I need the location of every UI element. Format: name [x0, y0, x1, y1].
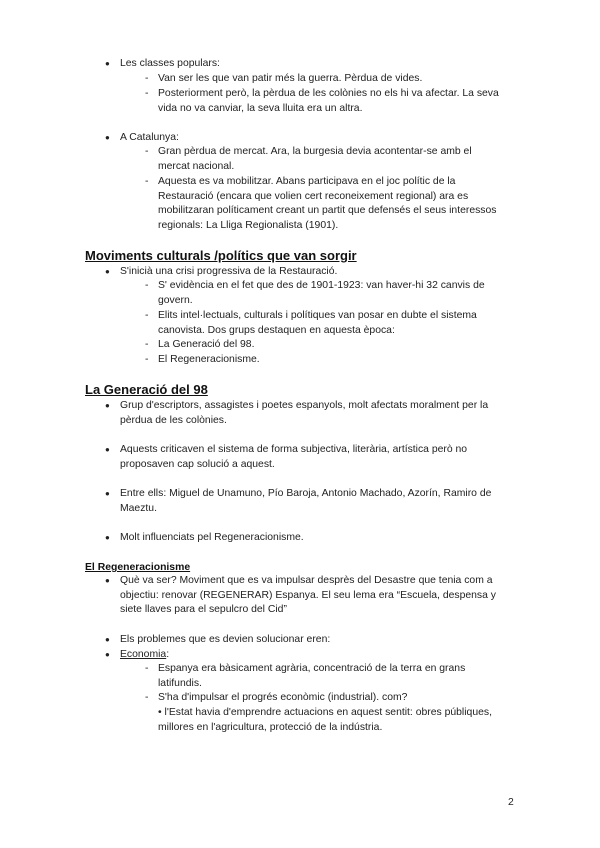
- sub-item-text: S' evidència en el fet que des de 1901-1923: van haver-hi 32 canvis de govern.: [158, 280, 485, 306]
- bullet-item: [105, 443, 505, 472]
- economia-label: Economia: [120, 649, 167, 660]
- dash-icon: -: [145, 73, 149, 84]
- bullet-item: [105, 648, 505, 663]
- sub-item-text: El Regeneracionisme.: [158, 354, 260, 365]
- sub-item: [145, 279, 513, 308]
- dash-icon: -: [145, 339, 149, 350]
- bullet-icon: ●: [105, 267, 110, 276]
- sub-item-text: Van ser les que van patir més la guerra. Pèrdua de vides.: [158, 73, 423, 84]
- sub-note: [158, 706, 503, 735]
- sub-item: [145, 87, 503, 116]
- bullet-text: [105, 648, 505, 663]
- dash-icon: -: [145, 280, 149, 291]
- bullet-item: [105, 265, 505, 280]
- bullet-item: [105, 57, 505, 72]
- dash-icon: -: [145, 310, 149, 321]
- bullet-icon: ●: [105, 635, 110, 644]
- bullet-text: Entre ells: Miguel de Unamuno, Pío Baroja, Antonio Machado, Azorín, Ramiro de Maeztu.: [120, 488, 492, 514]
- sub-item: [145, 175, 503, 233]
- bullet-icon: ●: [105, 650, 110, 659]
- bullet-text: Aquests criticaven el sistema de forma subjectiva, literària, artística però no proposaven cap solució a aquest.: [120, 444, 468, 470]
- bullet-text: A Catalunya:: [120, 132, 179, 143]
- bullet-text: Els problemes que es devien solucionar eren:: [120, 634, 331, 645]
- sub-item-text: Espanya era bàsicament agrària, concentració de la terra en grans latifundis.: [158, 663, 466, 689]
- section-heading: Moviments culturals /polítics que van sorgir: [85, 248, 357, 263]
- bullet-text: Grup d'escriptors, assagistes i poetes espanyols, molt afectats moralment per la pèrdua de les colònies.: [120, 400, 489, 426]
- bullet-item: [105, 487, 505, 516]
- dash-icon: -: [145, 692, 149, 703]
- sub-item-text: Posteriorment però, la pèrdua de les colònies no els hi va afectar. La seva vida no va canviar, la seva lluita era un altra.: [158, 88, 499, 114]
- page-number: 2: [508, 797, 514, 808]
- bullet-icon: ●: [105, 445, 110, 454]
- bullet-item: [105, 131, 505, 146]
- sub-item: [145, 662, 503, 691]
- sub-item: [145, 691, 503, 706]
- bullet-item: [105, 633, 505, 648]
- subsection-heading: El Regeneracionisme: [85, 562, 191, 573]
- bullet-text: S'inicià una crisi progressiva de la Restauració.: [120, 266, 338, 277]
- bullet-icon: ●: [105, 401, 110, 410]
- sub-item: [145, 353, 503, 368]
- bullet-icon: ●: [105, 533, 110, 542]
- dash-icon: -: [145, 663, 149, 674]
- bullet-icon: ●: [105, 576, 110, 585]
- sub-note-text: • l'Estat havia d'emprendre actuacions en aquest sentit: obres públiques, millores en l'agricultura, protecció de la indústria.: [158, 707, 492, 733]
- bullet-item: [105, 574, 510, 618]
- dash-icon: -: [145, 146, 149, 157]
- bullet-icon: ●: [105, 489, 110, 498]
- sub-item-text: Aquesta es va mobilitzar. Abans participava en el joc polític de la Restauració (encara que volien cert reconeixement regional) ara es mobilitzaran políticament creant un partit que defensés el seus interessos regionals: La Lliga Regionalista (1901).: [158, 176, 497, 231]
- bullet-text: Què va ser? Moviment que es va impulsar desprès del Desastre que tenia com a objectiu: renovar (REGENERAR) Espanya. El seu lema era “Escuela, despensa y siete llaves para el sepulcro del Cid”: [120, 575, 496, 616]
- sub-item-text: S'ha d'impulsar el progrés econòmic (industrial). com?: [158, 692, 408, 703]
- dash-icon: -: [145, 354, 149, 365]
- dash-icon: -: [145, 176, 149, 187]
- bullet-item: [105, 399, 505, 428]
- sub-item-text: La Generació del 98.: [158, 339, 255, 350]
- sub-item: [145, 145, 503, 174]
- bullet-text: Les classes populars:: [120, 58, 220, 69]
- sub-item: [145, 338, 503, 353]
- bullet-item: [105, 531, 505, 546]
- bullet-text: Molt influenciats pel Regeneracionisme.: [120, 532, 304, 543]
- bullet-icon: ●: [105, 133, 110, 142]
- sub-item-text: Gran pèrdua de mercat. Ara, la burgesia devia acontentar-se amb el mercat nacional.: [158, 146, 472, 172]
- economia-suffix: :: [166, 649, 170, 660]
- section-heading: La Generació del 98: [85, 382, 208, 397]
- dash-icon: -: [145, 88, 149, 99]
- bullet-icon: ●: [105, 59, 110, 68]
- sub-item: [145, 309, 503, 338]
- sub-item-text: Elits intel·lectuals, culturals i polítiques van posar en dubte el sistema canovista. Dos grups destaquen en aquesta època:: [158, 310, 477, 336]
- sub-item: [145, 72, 503, 87]
